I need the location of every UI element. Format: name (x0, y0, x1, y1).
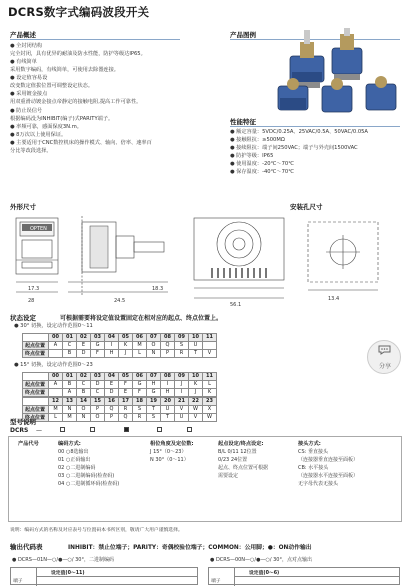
table-cell: E (119, 388, 133, 396)
model-col3-items-item: B/L 0/11 12位置 (218, 449, 257, 455)
overview-items-item: ● 全封闭结构 (10, 43, 43, 49)
table-cell: N (77, 413, 91, 421)
table-cell: 07 (147, 334, 161, 342)
performance-items-item: ● 使用温度：-20℃～70℃ (230, 161, 295, 168)
table-cell: E (77, 341, 91, 349)
overview-items-item: 根据编码没为INHIBIT(编子)式PARITY端子。 (10, 115, 114, 122)
dims-heading: 外形尺寸 (10, 203, 36, 211)
output-left-corner: 端子 (11, 568, 37, 586)
table-cell: K (203, 388, 217, 396)
model-col1-items-item: 04 ○二进制循环码(检查码) (58, 481, 120, 487)
share-label: 分享 (378, 363, 391, 370)
row-label (23, 398, 49, 406)
model-col1-items-item: 00 ○8选输出 (58, 449, 89, 455)
side-view-drawing (68, 216, 168, 296)
table-cell: F (91, 349, 105, 357)
model-col3-list (218, 448, 268, 480)
encoder-photo-4 (322, 78, 352, 112)
mount-heading: 安装孔尺寸 (290, 203, 323, 211)
mount-hole-drawing (308, 222, 378, 290)
table-cell: O (147, 341, 161, 349)
encoder-photo-5 (366, 76, 396, 110)
share-icon (378, 344, 391, 355)
model-col4-heading: 接头方式: (298, 441, 321, 447)
table-row (23, 380, 217, 388)
table-cell: S (175, 341, 189, 349)
table-cell: L (49, 413, 63, 421)
model-col4-items-item: CS: 垂直接头 (298, 449, 328, 455)
row-label (23, 373, 49, 381)
overview-list (10, 42, 220, 155)
table-cell: 11 (203, 373, 217, 381)
dim-label-5: 13.4 (328, 296, 340, 302)
overview-divider (10, 39, 180, 40)
model-col1-items-item: 01 ○正码输出 (58, 457, 91, 463)
table-cell: 22 (189, 398, 203, 406)
dim-label-3: 18.3 (152, 286, 164, 292)
table-cell: 10 (189, 334, 203, 342)
overview-heading: 产品概述 (10, 31, 36, 39)
state-table-15-b (22, 397, 217, 422)
dim-label-0: 17.3 (28, 286, 40, 292)
table-cell: 15 (91, 398, 105, 406)
overview-items-item: 用双重滑动镀金接点帝静定的接触电阻,提高工作可靠性。 (10, 99, 142, 106)
table-cell: A (63, 388, 77, 396)
model-col4-list (298, 448, 358, 488)
row-label (23, 334, 49, 342)
table-cell: V (203, 349, 217, 357)
table-cell: A (49, 380, 63, 388)
table-cell: X (203, 405, 217, 413)
model-note: 说明：编码方式的名称及对应表号与位置码本书所区别，敬请广大用户谨慎选择。 (10, 528, 183, 533)
table-cell: G (91, 341, 105, 349)
table-cell: P (161, 349, 175, 357)
table-cell: E (105, 380, 119, 388)
table-cell: 11 (203, 334, 217, 342)
overview-items-item: 采用数字编码，有线简单，可使用去除器连接。 (10, 67, 119, 74)
overview-items-item: ● 采用镀金接点 (10, 91, 48, 98)
table-row (23, 334, 217, 342)
model-col4-items-item: CB: 水平接头 (298, 465, 329, 471)
output-left-header: 设定值(0～11) (51, 571, 85, 576)
performance-list (230, 128, 405, 176)
table-cell: D (105, 388, 119, 396)
model-col2-heading: 相位角度及定位数: (150, 441, 194, 447)
table-cell: K (189, 380, 203, 388)
model-code-boxes (60, 426, 194, 433)
table-cell: 00 (49, 373, 63, 381)
table-cell: 17 (119, 398, 133, 406)
table-cell: 10 (189, 373, 203, 381)
model-col4-items-item: （连接器垂直连接至面板） (298, 457, 359, 463)
performance-heading: 性能特征 (230, 118, 256, 126)
table-cell: R (119, 405, 133, 413)
table-cell: J (189, 388, 203, 396)
model-col1-items-item: 03 ○二进制编码(检查码) (58, 473, 115, 479)
table-cell: H (161, 388, 175, 396)
table-cell: J (119, 349, 133, 357)
model-col3-items-item: 起点、终点位置可根据 (218, 465, 269, 471)
table-cell: 08 (161, 334, 175, 342)
table-row (23, 405, 217, 413)
table-cell: Q (161, 341, 175, 349)
output-right-header: 设定值(0～6) (249, 571, 280, 576)
model-col1-heading: 产品代号 (18, 441, 39, 447)
table-cell: M (49, 405, 63, 413)
table-cell: M (63, 413, 77, 421)
overview-items-item: ● 设定值容易设 (10, 75, 48, 82)
performance-divider (230, 126, 400, 127)
table-cell (49, 388, 63, 396)
table-cell: 19 (147, 398, 161, 406)
table-cell: 01 (63, 334, 77, 342)
model-col3-items-item: 需要设定 (218, 473, 239, 479)
table-cell: 04 (105, 334, 119, 342)
table-cell: A (49, 341, 63, 349)
table-cell: F (119, 380, 133, 388)
model-col1-title: 编码方式: (58, 441, 81, 447)
table-cell: 05 (119, 334, 133, 342)
product-pic-heading: 产品图例 (230, 31, 256, 39)
table-cell: 21 (175, 398, 189, 406)
model-col4-items-item: 无字母代表无接头 (298, 481, 339, 487)
table-cell: T (189, 349, 203, 357)
model-col1-list (58, 448, 119, 488)
table-cell: B (77, 388, 91, 396)
overview-items-item: ● 主要适用于CNC数控机床的操作模式、轴向、倍率、速率百 (10, 139, 152, 146)
state-sub-30: ● 30° 切换，设定动作范围0～11 (14, 323, 93, 329)
table-cell: R (133, 413, 147, 421)
table-cell: 02 (77, 334, 91, 342)
table-cell: I (161, 380, 175, 388)
table-cell: N (63, 405, 77, 413)
table-cell: P (105, 413, 119, 421)
output-right-corner: 端子 (209, 568, 235, 586)
state-heading: 状态设定 (10, 314, 36, 322)
table-cell: 06 (133, 373, 147, 381)
table-cell: B (63, 380, 77, 388)
performance-items-item: ● 接续阻抗：端子间250VAC；端子与外壳间1500VAC (230, 145, 358, 152)
table-cell: 12 (49, 398, 63, 406)
table-cell: L (203, 380, 217, 388)
model-code: DCRS (10, 427, 29, 434)
table-cell: 04 (105, 373, 119, 381)
table-cell: N (147, 349, 161, 357)
table-cell: K (119, 341, 133, 349)
overview-items-item: ● 率频可靠，感面保度3N.m。 (10, 123, 82, 130)
table-cell (203, 341, 217, 349)
table-cell: 09 (175, 334, 189, 342)
table-cell: 09 (175, 373, 189, 381)
table-cell: O (91, 413, 105, 421)
table-cell: V (175, 405, 189, 413)
table-cell: Q (119, 413, 133, 421)
table-row (23, 349, 217, 357)
model-col1-items-item: 02 ○二进制编码 (58, 465, 96, 471)
table-cell: B (63, 349, 77, 357)
table-cell: T (161, 413, 175, 421)
table-cell: V (189, 413, 203, 421)
row-label: 起点位置 (23, 380, 49, 388)
table-cell: 08 (161, 373, 175, 381)
performance-items-item: ● 额定容量：5VDC/0.25A、25VAC/0.5A、50VAC/0.05A (230, 129, 368, 135)
table-cell: I (105, 341, 119, 349)
state-table-15-a (22, 372, 217, 397)
table-cell: D (77, 349, 91, 357)
table-cell: 16 (105, 398, 119, 406)
model-col2-items-item: J 15°（0～23） (150, 449, 187, 455)
back-view-pins (211, 268, 267, 278)
table-cell: 23 (203, 398, 217, 406)
table-row (23, 398, 217, 406)
table-cell: 03 (91, 334, 105, 342)
table-cell: M (133, 341, 147, 349)
front-brand-text: OPTEN (30, 226, 47, 232)
performance-items-item: ● 保存温度：-40℃～70℃ (230, 169, 295, 176)
table-cell: D (91, 380, 105, 388)
back-view-drawing (194, 218, 284, 298)
table-cell: C (77, 380, 91, 388)
table-cell: L (133, 349, 147, 357)
table-cell: P (91, 405, 105, 413)
product-photos (270, 28, 405, 116)
table-cell: 13 (63, 398, 77, 406)
table-cell: S (147, 413, 161, 421)
table-row (23, 373, 217, 381)
dim-label-2: 24.5 (114, 298, 126, 304)
table-cell: 03 (91, 373, 105, 381)
row-label: 起点位置 (23, 405, 49, 413)
side-body (90, 226, 108, 268)
table-cell: J (175, 380, 189, 388)
row-label: 终点位置 (23, 413, 49, 421)
table-cell: C (63, 341, 77, 349)
encoder-photo-2 (332, 28, 362, 80)
output-right-title: ● DCRS—00N—○/●—○/ 30°，点对点输出 (210, 557, 312, 563)
table-cell: G (133, 380, 147, 388)
row-label: 终点位置 (23, 349, 49, 357)
model-heading: 型号说明 (10, 418, 36, 426)
table-cell: O (77, 405, 91, 413)
state-sub-15: ● 15° 切换，设定动作范围0～23 (14, 362, 93, 368)
overview-items-item: ● 有线简单 (10, 59, 37, 66)
dim-label-4: 56.1 (230, 302, 242, 308)
dimension-drawings (8, 212, 400, 310)
table-cell (49, 349, 63, 357)
model-col4-items-item: （连接器水平连接至面板） (298, 473, 359, 479)
output-heading: 输出代码表 (10, 543, 43, 551)
model-col3-items-item: 0/23 24位置 (218, 457, 248, 463)
model-sep: — (36, 427, 42, 434)
row-label: 终点位置 (23, 388, 49, 396)
output-left-title: ● DCRS—01N—○/●—○/ 30°，二进制编码 (12, 557, 114, 563)
row-label: 起点位置 (23, 341, 49, 349)
output-left-table (10, 567, 198, 585)
table-row (23, 341, 217, 349)
table-cell: 20 (161, 398, 175, 406)
table-cell: 18 (133, 398, 147, 406)
page-title: DCRS数字式编码波段开关 (8, 5, 150, 19)
overview-items-item: 改变数定值拔位置可调整设定状态。 (10, 83, 94, 90)
table-cell: C (91, 388, 105, 396)
table-cell: H (105, 349, 119, 357)
state-table-30 (22, 333, 217, 358)
model-col2-items-item: N 30°（0～11） (150, 457, 189, 463)
output-legend: INHIBIT：禁止位端子；PARITY：奇偶校验位端子；COMMON：公用脚；●：ON动作输出 (68, 545, 312, 551)
table-row (23, 413, 217, 421)
table-cell: W (189, 405, 203, 413)
table-cell: 06 (133, 334, 147, 342)
overview-items-item: ● 8万次以上使用保证。 (10, 131, 67, 138)
table-cell: U (189, 341, 203, 349)
table-cell: H (147, 380, 161, 388)
table-cell: G (147, 388, 161, 396)
overview-items-item: ● 防止误信号 (10, 107, 43, 114)
table-cell: W (203, 413, 217, 421)
overview-items-item: 分比等改段选择。 (10, 147, 52, 154)
table-cell: 00 (49, 334, 63, 342)
model-col3-heading: 起点设定/终点设定: (218, 441, 264, 447)
table-cell: 02 (77, 373, 91, 381)
table-cell: 01 (63, 373, 77, 381)
table-cell: 14 (77, 398, 91, 406)
table-cell: I (175, 388, 189, 396)
table-cell: 05 (119, 373, 133, 381)
performance-items-item: ● 接触阻抗：≥500MΩ (230, 137, 285, 144)
table-cell: U (161, 405, 175, 413)
table-cell: F (133, 388, 147, 396)
performance-items-item: ● 防护等级：IP65 (230, 153, 274, 160)
table-cell: U (175, 413, 189, 421)
output-right-table (208, 567, 400, 585)
table-cell: 07 (147, 373, 161, 381)
dim-label-1: 28 (28, 298, 35, 304)
table-cell: Q (105, 405, 119, 413)
state-desc: 可根据需要将设定值设置固定在相对应的起点、终点位置上。 (60, 315, 223, 322)
overview-items-item: 完全封闭，具有优异的耐油及防水性能，防护等级达IP65。 (10, 51, 146, 58)
model-col2-list (150, 448, 189, 464)
table-row (23, 388, 217, 396)
table-cell: R (175, 349, 189, 357)
table-cell: S (133, 405, 147, 413)
table-cell: T (147, 405, 161, 413)
